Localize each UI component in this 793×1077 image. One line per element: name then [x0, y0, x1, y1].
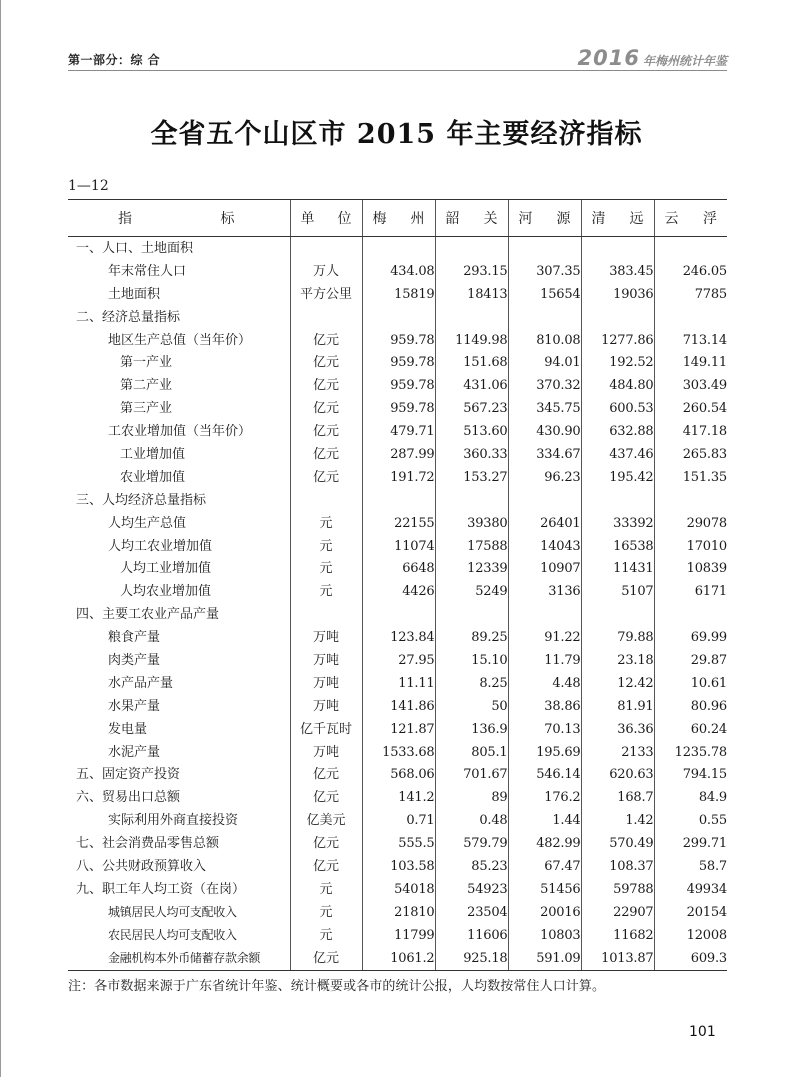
value-heyuan: 96.23	[508, 466, 581, 489]
value-shaoguan	[435, 489, 508, 512]
value-qingyuan: 36.36	[581, 718, 654, 741]
row-indicator: 土地面积	[108, 286, 161, 302]
table-row	[68, 374, 727, 397]
row-section-heading: 八、公共财政预算收入	[76, 858, 207, 874]
header-city-qingyuan	[581, 200, 654, 237]
row-indicator: 城镇居民人均可支配收入	[108, 905, 237, 920]
row-unit: 亿千瓦时	[290, 718, 362, 741]
value-shaoguan	[435, 306, 508, 329]
value-yunfu: 80.96	[654, 695, 727, 718]
value-meizhou: 141.2	[362, 786, 435, 809]
table-row	[68, 786, 727, 809]
value-meizhou: 959.78	[362, 329, 435, 352]
table-row	[68, 901, 727, 924]
value-qingyuan: 22907	[581, 901, 654, 924]
row-section-heading: 四、主要工农业产品产量	[76, 607, 220, 623]
row-unit	[290, 306, 362, 329]
value-heyuan: 94.01	[508, 351, 581, 374]
row-indicator: 人均农业增加值	[120, 584, 212, 600]
value-meizhou: 1533.68	[362, 741, 435, 764]
value-qingyuan: 1277.86	[581, 329, 654, 352]
table-row	[68, 466, 727, 489]
value-shaoguan: 0.48	[435, 809, 508, 832]
value-yunfu	[654, 603, 727, 626]
value-heyuan: 10803	[508, 924, 581, 947]
row-unit	[290, 603, 362, 626]
row-indicator: 人均工业增加值	[120, 561, 212, 577]
row-unit	[290, 237, 362, 260]
value-meizhou	[362, 237, 435, 260]
row-indicator: 第三产业	[120, 401, 173, 417]
table-row	[68, 878, 727, 901]
table-row	[68, 512, 727, 535]
value-shaoguan: 925.18	[435, 947, 508, 970]
row-unit: 亿元	[290, 329, 362, 352]
header-city-heyuan	[508, 200, 581, 237]
row-unit: 元	[290, 878, 362, 901]
header-city-yunfu	[654, 200, 727, 237]
value-meizhou: 959.78	[362, 351, 435, 374]
value-yunfu	[654, 237, 727, 260]
value-shaoguan: 5249	[435, 580, 508, 603]
row-indicator: 实际利用外商直接投资	[108, 813, 239, 829]
value-yunfu: 69.99	[654, 626, 727, 649]
header-city-char: 远	[629, 211, 644, 227]
value-meizhou: 11.11	[362, 672, 435, 695]
value-shaoguan: 151.68	[435, 351, 508, 374]
row-indicator: 金融机构本外币储蓄存款余额	[68, 947, 290, 970]
page-number: 101	[689, 1024, 716, 1040]
header-unit-char: 单	[300, 211, 315, 227]
value-shaoguan: 293.15	[435, 260, 508, 283]
row-indicator: 水泥产量	[108, 744, 161, 760]
row-unit: 平方公里	[290, 283, 362, 306]
value-shaoguan: 8.25	[435, 672, 508, 695]
value-meizhou: 21810	[362, 901, 435, 924]
value-meizhou: 191.72	[362, 466, 435, 489]
value-meizhou: 11074	[362, 535, 435, 558]
table-row	[68, 947, 727, 970]
value-heyuan: 345.75	[508, 397, 581, 420]
row-unit: 万吨	[290, 695, 362, 718]
value-shaoguan: 23504	[435, 901, 508, 924]
row-unit: 亿元	[290, 786, 362, 809]
value-heyuan: 176.2	[508, 786, 581, 809]
value-meizhou: 54018	[362, 878, 435, 901]
header-unit	[290, 200, 362, 237]
table-row	[68, 924, 727, 947]
row-unit: 亿元	[290, 397, 362, 420]
row-unit: 亿元	[290, 351, 362, 374]
row-unit: 亿元	[290, 763, 362, 786]
table-row	[68, 443, 727, 466]
value-yunfu: 6171	[654, 580, 727, 603]
row-unit: 元	[290, 924, 362, 947]
yearbook-year: 2016	[577, 46, 640, 70]
value-shaoguan: 85.23	[435, 855, 508, 878]
value-qingyuan: 484.80	[581, 374, 654, 397]
value-qingyuan: 570.49	[581, 832, 654, 855]
table-row	[68, 741, 727, 764]
value-meizhou: 959.78	[362, 374, 435, 397]
table-row	[68, 603, 727, 626]
value-yunfu: 29078	[654, 512, 727, 535]
value-yunfu: 0.55	[654, 809, 727, 832]
value-shaoguan: 701.67	[435, 763, 508, 786]
value-qingyuan: 12.42	[581, 672, 654, 695]
table-body	[68, 237, 727, 971]
row-unit: 亿元	[290, 855, 362, 878]
value-qingyuan: 11431	[581, 557, 654, 580]
value-yunfu: 20154	[654, 901, 727, 924]
row-unit: 万吨	[290, 741, 362, 764]
value-shaoguan: 12339	[435, 557, 508, 580]
value-qingyuan: 168.7	[581, 786, 654, 809]
row-section-heading: 一、人口、土地面积	[76, 240, 194, 256]
value-meizhou: 15819	[362, 283, 435, 306]
value-shaoguan: 153.27	[435, 466, 508, 489]
value-heyuan	[508, 237, 581, 260]
row-unit: 元	[290, 901, 362, 924]
row-indicator: 发电量	[108, 721, 148, 737]
value-heyuan: 810.08	[508, 329, 581, 352]
row-indicator: 工农业增加值（当年价）	[108, 424, 252, 440]
value-meizhou	[362, 489, 435, 512]
value-meizhou: 1061.2	[362, 947, 435, 970]
table-row	[68, 626, 727, 649]
row-indicator: 地区生产总值（当年价）	[108, 332, 252, 348]
row-unit: 亿美元	[290, 809, 362, 832]
header-city-shaoguan	[435, 200, 508, 237]
yearbook-name: 年梅州统计年鉴	[642, 54, 727, 68]
value-qingyuan	[581, 237, 654, 260]
table-row	[68, 283, 727, 306]
header-city-char: 源	[556, 211, 571, 227]
value-yunfu: 84.9	[654, 786, 727, 809]
value-meizhou: 141.86	[362, 695, 435, 718]
value-meizhou	[362, 603, 435, 626]
value-qingyuan: 59788	[581, 878, 654, 901]
header-city-char: 清	[591, 211, 606, 227]
row-unit: 亿元	[290, 443, 362, 466]
row-unit: 万吨	[290, 672, 362, 695]
value-shaoguan: 50	[435, 695, 508, 718]
value-yunfu: 260.54	[654, 397, 727, 420]
value-heyuan: 11.79	[508, 649, 581, 672]
row-indicator: 水果产量	[108, 698, 161, 714]
value-qingyuan: 16538	[581, 535, 654, 558]
value-heyuan: 195.69	[508, 741, 581, 764]
table-row	[68, 718, 727, 741]
row-indicator: 肉类产量	[108, 652, 161, 668]
value-qingyuan: 1.42	[581, 809, 654, 832]
value-heyuan	[508, 603, 581, 626]
page-title: 全省五个山区市 2015 年主要经济指标	[150, 119, 643, 150]
header-city-char: 云	[664, 211, 679, 227]
value-meizhou: 103.58	[362, 855, 435, 878]
value-shaoguan: 11606	[435, 924, 508, 947]
value-meizhou: 123.84	[362, 626, 435, 649]
row-section-heading: 七、社会消费品零售总额	[76, 836, 220, 852]
table-row	[68, 695, 727, 718]
value-yunfu: 151.35	[654, 466, 727, 489]
value-heyuan: 26401	[508, 512, 581, 535]
row-unit: 元	[290, 535, 362, 558]
table-row	[68, 329, 727, 352]
table-row	[68, 832, 727, 855]
row-indicator: 第一产业	[120, 355, 173, 371]
economic-indicators-table	[68, 199, 727, 971]
row-unit: 亿元	[290, 420, 362, 443]
value-meizhou: 121.87	[362, 718, 435, 741]
table-row	[68, 763, 727, 786]
value-yunfu: 609.3	[654, 947, 727, 970]
header-city-char: 浮	[703, 211, 717, 227]
value-qingyuan: 383.45	[581, 260, 654, 283]
row-unit: 亿元	[290, 832, 362, 855]
value-meizhou: 959.78	[362, 397, 435, 420]
value-yunfu: 49934	[654, 878, 727, 901]
value-meizhou: 6648	[362, 557, 435, 580]
value-qingyuan: 192.52	[581, 351, 654, 374]
value-heyuan: 430.90	[508, 420, 581, 443]
header-city-char: 韶	[445, 211, 460, 227]
value-yunfu: 149.11	[654, 351, 727, 374]
row-indicator: 人均工农业增加值	[108, 538, 213, 554]
value-yunfu: 12008	[654, 924, 727, 947]
row-section-heading: 五、固定资产投资	[76, 767, 181, 783]
value-meizhou: 0.71	[362, 809, 435, 832]
value-qingyuan: 620.63	[581, 763, 654, 786]
value-meizhou: 434.08	[362, 260, 435, 283]
value-shaoguan: 136.9	[435, 718, 508, 741]
value-yunfu: 265.83	[654, 443, 727, 466]
value-shaoguan: 17588	[435, 535, 508, 558]
table-row	[68, 260, 727, 283]
header-indicator-char: 标	[220, 211, 235, 227]
value-yunfu	[654, 489, 727, 512]
header-city-char: 梅	[372, 211, 387, 227]
row-indicator: 农业增加值	[120, 469, 186, 485]
value-shaoguan: 15.10	[435, 649, 508, 672]
value-yunfu: 7785	[654, 283, 727, 306]
row-section-heading: 九、职工年人均工资（在岗）	[76, 881, 246, 897]
row-unit: 万吨	[290, 649, 362, 672]
row-indicator: 第二产业	[120, 378, 173, 394]
value-qingyuan	[581, 603, 654, 626]
value-qingyuan: 79.88	[581, 626, 654, 649]
row-unit: 元	[290, 512, 362, 535]
value-shaoguan: 431.06	[435, 374, 508, 397]
value-qingyuan: 2133	[581, 741, 654, 764]
row-unit: 万人	[290, 260, 362, 283]
value-yunfu: 713.14	[654, 329, 727, 352]
value-heyuan: 370.32	[508, 374, 581, 397]
row-unit: 亿元	[290, 466, 362, 489]
table-row	[68, 809, 727, 832]
value-qingyuan: 600.53	[581, 397, 654, 420]
value-shaoguan	[435, 237, 508, 260]
value-shaoguan: 89	[435, 786, 508, 809]
table-row	[68, 489, 727, 512]
value-shaoguan	[435, 603, 508, 626]
value-meizhou: 555.5	[362, 832, 435, 855]
value-shaoguan: 89.25	[435, 626, 508, 649]
header-unit-char: 位	[337, 211, 352, 227]
value-heyuan: 482.99	[508, 832, 581, 855]
header-city-char: 河	[518, 211, 533, 227]
value-qingyuan: 33392	[581, 512, 654, 535]
value-qingyuan: 11682	[581, 924, 654, 947]
header-city-char: 关	[483, 211, 498, 227]
table-row	[68, 855, 727, 878]
value-shaoguan: 18413	[435, 283, 508, 306]
value-heyuan: 546.14	[508, 763, 581, 786]
value-meizhou: 287.99	[362, 443, 435, 466]
value-yunfu: 246.05	[654, 260, 727, 283]
value-heyuan: 1.44	[508, 809, 581, 832]
value-heyuan: 334.67	[508, 443, 581, 466]
value-qingyuan: 437.46	[581, 443, 654, 466]
value-shaoguan: 54923	[435, 878, 508, 901]
value-yunfu: 58.7	[654, 855, 727, 878]
footnote: 注：各市数据来源于广东省统计年鉴、统计概要或各市的统计公报，人均数按常住人口计算。	[68, 979, 606, 994]
value-heyuan	[508, 489, 581, 512]
value-meizhou: 27.95	[362, 649, 435, 672]
value-heyuan: 91.22	[508, 626, 581, 649]
value-qingyuan: 19036	[581, 283, 654, 306]
value-heyuan: 51456	[508, 878, 581, 901]
value-qingyuan: 23.18	[581, 649, 654, 672]
value-shaoguan: 579.79	[435, 832, 508, 855]
value-shaoguan: 39380	[435, 512, 508, 535]
running-header	[68, 48, 727, 71]
table-row	[68, 237, 727, 260]
row-indicator: 人均生产总值	[108, 515, 187, 531]
row-unit: 元	[290, 557, 362, 580]
header-indicator	[68, 200, 290, 237]
value-yunfu: 60.24	[654, 718, 727, 741]
row-section-heading: 二、经济总量指标	[76, 309, 181, 325]
table-header-row	[68, 200, 727, 237]
value-yunfu: 417.18	[654, 420, 727, 443]
table-row	[68, 397, 727, 420]
yearbook-brand	[578, 46, 727, 70]
value-shaoguan: 513.60	[435, 420, 508, 443]
value-heyuan: 38.86	[508, 695, 581, 718]
table-row	[68, 580, 727, 603]
value-shaoguan: 1149.98	[435, 329, 508, 352]
header-city-meizhou	[362, 200, 435, 237]
row-indicator: 农民居民人均可支配收入	[108, 928, 237, 943]
value-heyuan: 14043	[508, 535, 581, 558]
header-city-char: 州	[410, 211, 425, 227]
row-unit: 万吨	[290, 626, 362, 649]
value-yunfu: 794.15	[654, 763, 727, 786]
value-heyuan: 67.47	[508, 855, 581, 878]
value-qingyuan: 108.37	[581, 855, 654, 878]
table-row	[68, 351, 727, 374]
value-heyuan: 15654	[508, 283, 581, 306]
value-yunfu: 17010	[654, 535, 727, 558]
value-meizhou: 22155	[362, 512, 435, 535]
value-yunfu	[654, 306, 727, 329]
value-yunfu: 299.71	[654, 832, 727, 855]
value-meizhou	[362, 306, 435, 329]
row-unit: 亿元	[290, 947, 362, 970]
value-qingyuan: 1013.87	[581, 947, 654, 970]
value-qingyuan: 81.91	[581, 695, 654, 718]
row-unit: 亿元	[290, 374, 362, 397]
value-yunfu: 10839	[654, 557, 727, 580]
table-row	[68, 672, 727, 695]
value-qingyuan	[581, 489, 654, 512]
value-heyuan: 591.09	[508, 947, 581, 970]
value-heyuan: 307.35	[508, 260, 581, 283]
section-label: 第一部分：综 合	[68, 53, 161, 67]
row-section-heading: 三、人均经济总量指标	[76, 492, 207, 508]
table-row	[68, 306, 727, 329]
value-meizhou: 4426	[362, 580, 435, 603]
value-shaoguan: 360.33	[435, 443, 508, 466]
table-row	[68, 535, 727, 558]
row-section-heading: 六、贸易出口总额	[76, 790, 181, 806]
table-row	[68, 557, 727, 580]
value-heyuan	[508, 306, 581, 329]
value-yunfu: 1235.78	[654, 741, 727, 764]
row-unit	[290, 489, 362, 512]
value-meizhou: 11799	[362, 924, 435, 947]
value-qingyuan: 195.42	[581, 466, 654, 489]
value-yunfu: 303.49	[654, 374, 727, 397]
row-indicator: 工业增加值	[120, 446, 186, 462]
value-heyuan: 20016	[508, 901, 581, 924]
table-row	[68, 420, 727, 443]
value-yunfu: 29.87	[654, 649, 727, 672]
value-qingyuan	[581, 306, 654, 329]
table-row	[68, 649, 727, 672]
value-heyuan: 10907	[508, 557, 581, 580]
page-edge-border	[0, 0, 1, 1077]
value-meizhou: 568.06	[362, 763, 435, 786]
row-indicator: 粮食产量	[108, 630, 161, 646]
row-indicator: 年末常住人口	[108, 263, 187, 279]
value-qingyuan: 5107	[581, 580, 654, 603]
value-shaoguan: 805.1	[435, 741, 508, 764]
header-indicator-char: 指	[118, 211, 132, 227]
value-heyuan: 3136	[508, 580, 581, 603]
value-yunfu: 10.61	[654, 672, 727, 695]
row-indicator: 水产品产量	[108, 675, 174, 691]
value-meizhou: 479.71	[362, 420, 435, 443]
row-unit: 元	[290, 580, 362, 603]
value-qingyuan: 632.88	[581, 420, 654, 443]
table-number: 1—12	[68, 178, 109, 194]
value-heyuan: 70.13	[508, 718, 581, 741]
value-heyuan: 4.48	[508, 672, 581, 695]
value-shaoguan: 567.23	[435, 397, 508, 420]
